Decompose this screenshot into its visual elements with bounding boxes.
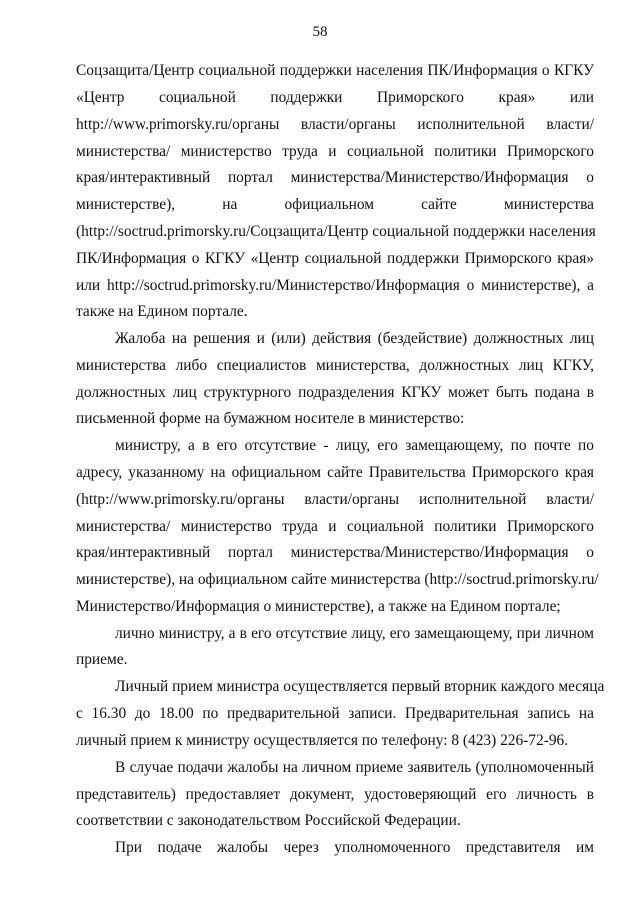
text-line: личный прием к министру осуществляется по телефону: 8 (423) 226-72-96. [76,732,569,749]
text-line: с 16.30 до 18.00 по предварительной записи. Предварительная запись на [76,705,594,722]
text-line: представитель) предоставляет документ, удостоверяющий его личность в [76,786,594,803]
text-line: письменной форме на бумажном носителе в министерство: [76,410,465,427]
text-line: министерства/ министерство труда и социальной политики Приморского [76,143,594,160]
text-line: края/интерактивный портал министерства/Министерство/Информация о [76,169,594,186]
text-line: министерства либо специалистов министерства, должностных лиц КГКУ, [76,357,594,374]
text-line: министерстве), на официальном сайте министерства [76,196,594,213]
text-line: должностных лиц структурного подразделения КГКУ может быть подана в [76,384,594,401]
paragraph-first-line: лично министру, а в его отсутствие лицу, его замещающему, при личном [115,625,594,642]
text-line: также на Едином портале. [76,303,248,320]
text-line: министерстве), на официальном сайте министерства (http://soctrud.primorsky.ru/ [76,571,599,588]
text-line: министерства/ министерство труда и социальной политики Приморского [76,518,594,535]
text-line: Министерство/Информация о министерстве), а также на Едином портале; [76,598,561,615]
text-line: http://www.primorsky.ru/органы власти/органы исполнительной власти/ [76,116,594,133]
paragraph-first-line: При подаче жалобы через уполномоченного представителя им [115,839,594,856]
text-line: ПК/Информация о КГКУ «Центр социальной поддержки Приморского края» [76,250,594,267]
paragraph-first-line: В случае подачи жалобы на личном приеме заявитель (уполномоченный [115,759,594,776]
text-line: или http://soctrud.primorsky.ru/Министерство/Информация о министерстве), а [76,277,594,294]
text-line: приеме. [76,651,128,668]
text-line: «Центр социальной поддержки Приморского края» или [76,89,594,106]
text-line: адресу, указанному на официальном сайте Правительства Приморского края [76,464,594,481]
page-number: 58 [312,24,328,40]
text-line: Соцзащита/Центр социальной поддержки населения ПК/Информация о КГКУ [76,62,594,79]
text-line: края/интерактивный портал министерства/Министерство/Информация о [76,544,594,561]
text-line: соответствии с законодательством Российской Федерации. [76,812,461,829]
text-line: (http://www.primorsky.ru/органы власти/органы исполнительной власти/ [76,491,594,508]
text-line: (http://soctrud.primorsky.ru/Соцзащита/Центр социальной поддержки населения [76,223,596,240]
paragraph-first-line: Личный прием министра осуществляется первый вторник каждого месяца [115,678,605,695]
paragraph-first-line: Жалоба на решения и (или) действия (бездействие) должностных лиц [115,330,594,347]
paragraph-first-line: министру, а в его отсутствие - лицу, его замещающему, по почте по [115,437,594,454]
